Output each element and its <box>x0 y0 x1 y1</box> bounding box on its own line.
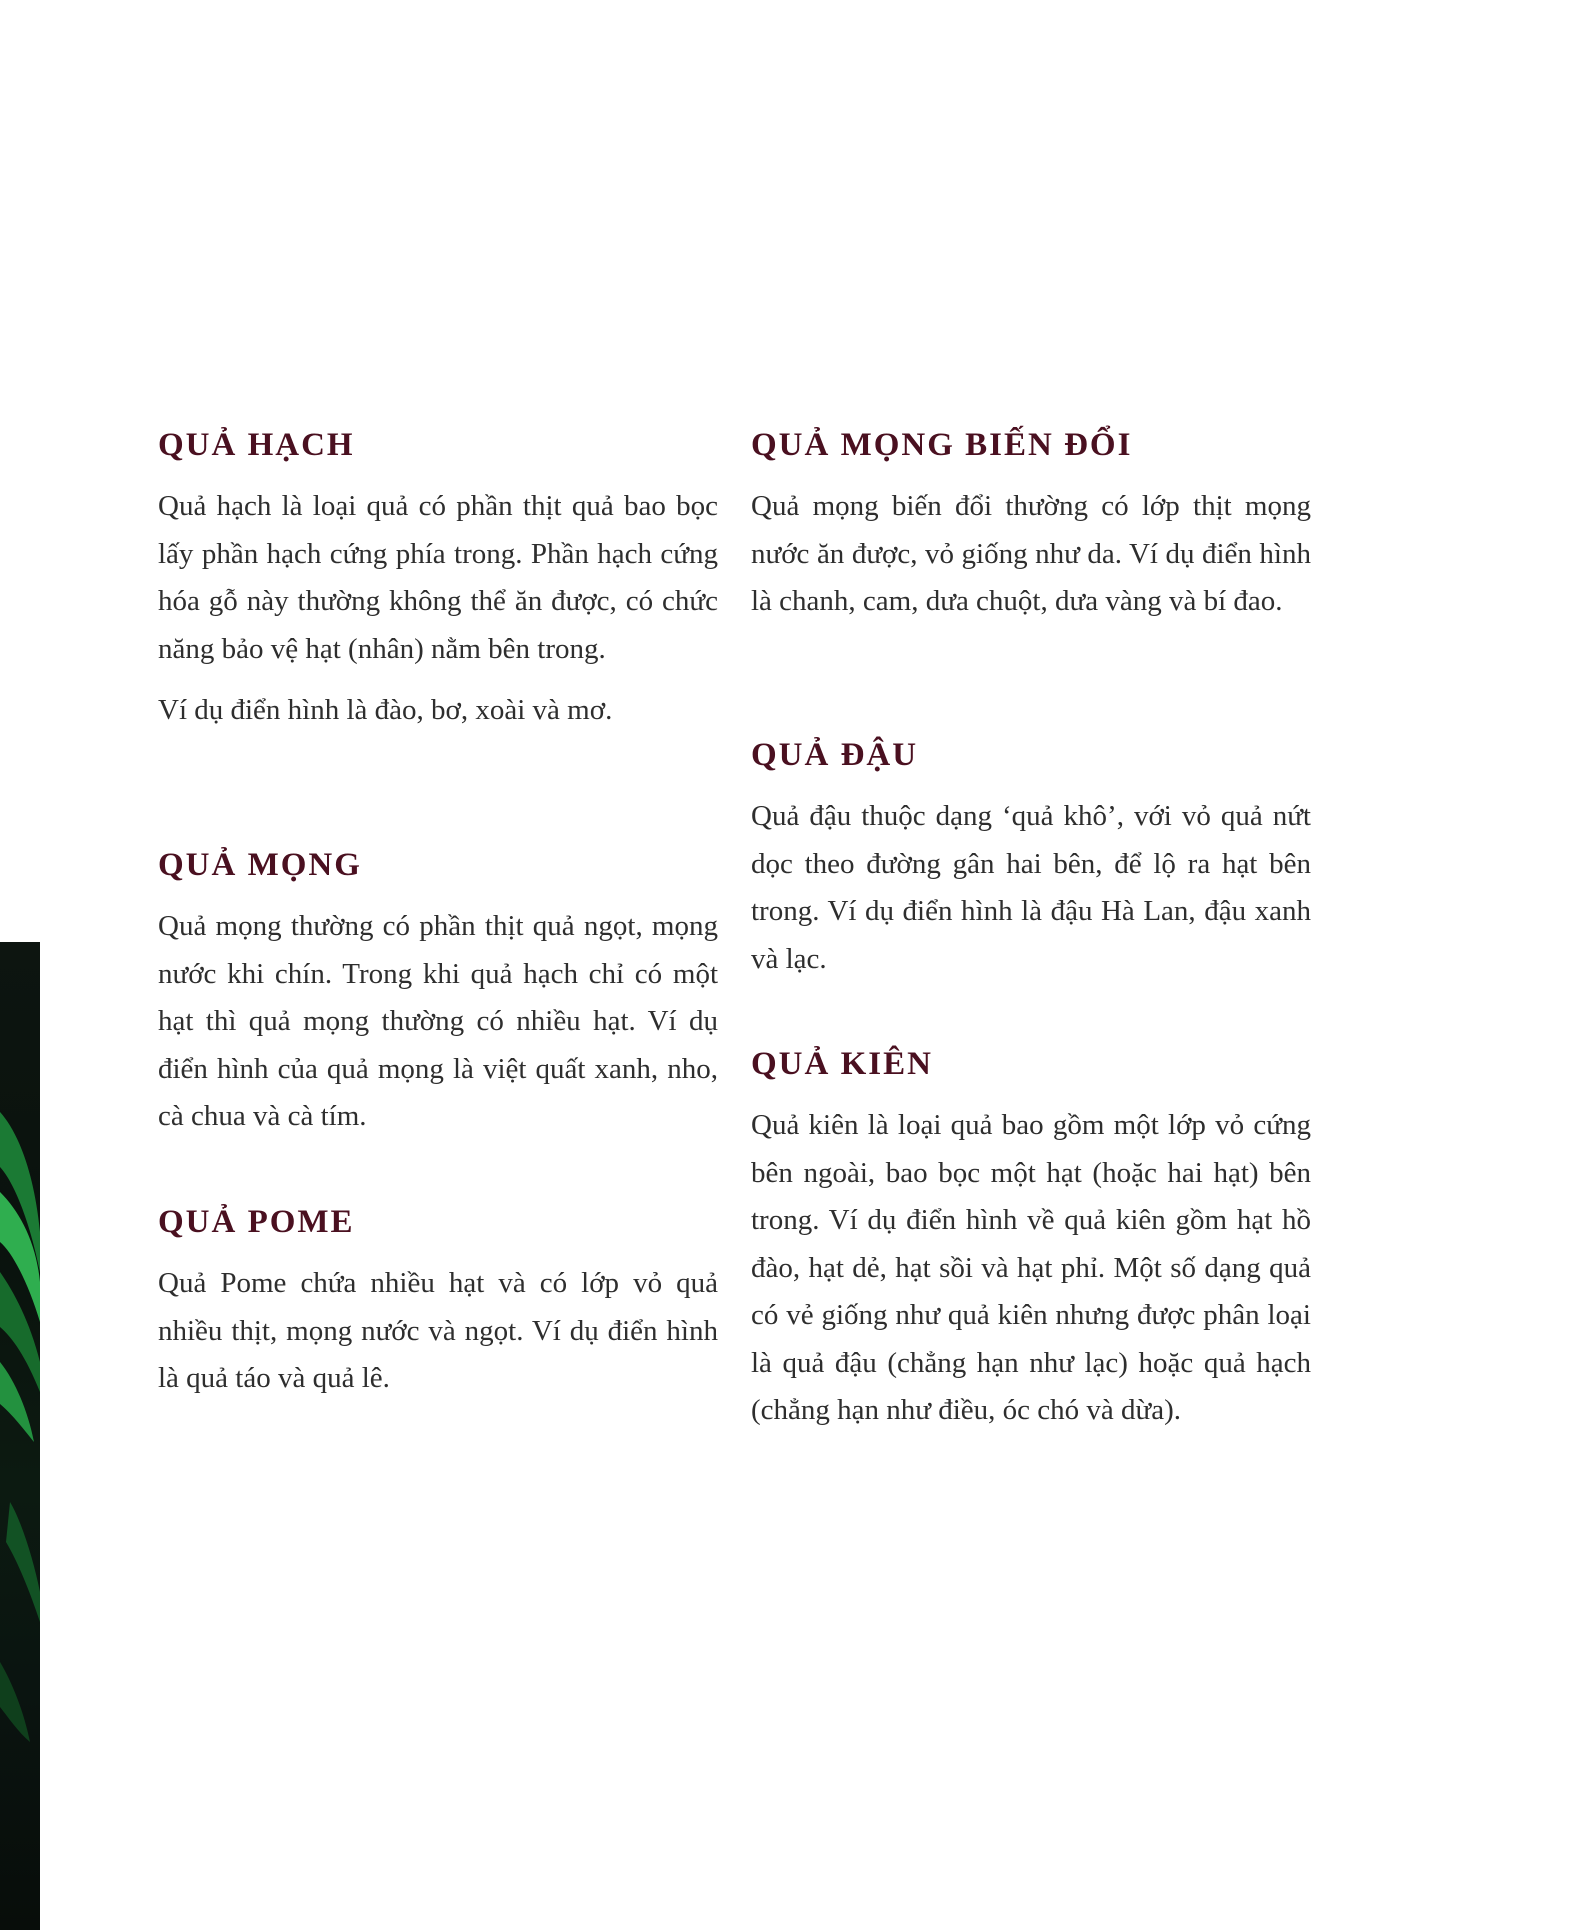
paragraph-qua-mong-bien-doi-1: Quả mọng biến đổi thường có lớp thịt mọng nước ăn được, vỏ giống như da. Ví dụ điển hình là chanh, cam, dưa chuột, dưa vàng và bí đao. <box>751 490 1311 617</box>
leaf-shape-6 <box>0 1662 30 1742</box>
section-qua-pome <box>158 1202 718 1403</box>
heading-qua-kien: QUẢ KIÊN <box>751 1046 933 1082</box>
leaf-shape-4 <box>0 1362 34 1442</box>
section-qua-kien <box>751 1044 1311 1435</box>
paragraph-qua-mong-1: Quả mọng thường có phần thịt quả ngọt, mọng nước khi chín. Trong khi quả hạch chỉ có một hạt thì quả mọng thường có nhiều hạt. Ví dụ điển hình của quả mọng là việt quất xanh, nho, cà chua và cà tím. <box>158 910 718 1132</box>
heading-qua-mong-bien-doi: QUẢ MỌNG BIẾN ĐỔI <box>751 427 1133 463</box>
heading-qua-hach: QUẢ HẠCH <box>158 427 355 463</box>
section-qua-dau <box>751 735 1311 983</box>
paragraph-qua-pome-1: Quả Pome chứa nhiều hạt và có lớp vỏ quả nhiều thịt, mọng nước và ngọt. Ví dụ điển hình là quả táo và quả lê. <box>158 1267 718 1394</box>
leaf-shape-5 <box>6 1502 40 1622</box>
leaf-photo-strip <box>0 942 40 1930</box>
heading-qua-dau: QUẢ ĐẬU <box>751 737 919 773</box>
leaf-decoration <box>0 942 40 1930</box>
heading-qua-pome: QUẢ POME <box>158 1204 355 1240</box>
section-qua-mong-bien-doi <box>751 425 1311 626</box>
paragraph-qua-kien-1: Quả kiên là loại quả bao gồm một lớp vỏ cứng bên ngoài, bao bọc một hạt (hoặc hai hạt) bên trong. Ví dụ điển hình về quả kiên gồm hạt hồ đào, hạt dẻ, hạt sồi và hạt phỉ. Một số dạng quả có vẻ giống như quả kiên nhưng được phân loại là quả đậu (chẳng hạn như lạc) hoặc quả hạch (chẳng hạn như điều, óc chó và dừa). <box>751 1109 1311 1426</box>
section-qua-hach <box>158 425 718 735</box>
heading-qua-mong: QUẢ MỌNG <box>158 847 362 883</box>
paragraph-qua-hach-2: Ví dụ điển hình là đào, bơ, xoài và mơ. <box>158 694 613 726</box>
section-qua-mong <box>158 845 718 1141</box>
paragraph-qua-dau-1: Quả đậu thuộc dạng ‘quả khô’, với vỏ quả nứt dọc theo đường gân hai bên, để lộ ra hạt bên trong. Ví dụ điển hình là đậu Hà Lan, đậu xanh và lạc. <box>751 800 1311 975</box>
paragraph-qua-hach-1: Quả hạch là loại quả có phần thịt quả bao bọc lấy phần hạch cứng phía trong. Phần hạch cứng hóa gỗ này thường không thể ăn được, có chức năng bảo vệ hạt (nhân) nằm bên trong. <box>158 490 718 665</box>
